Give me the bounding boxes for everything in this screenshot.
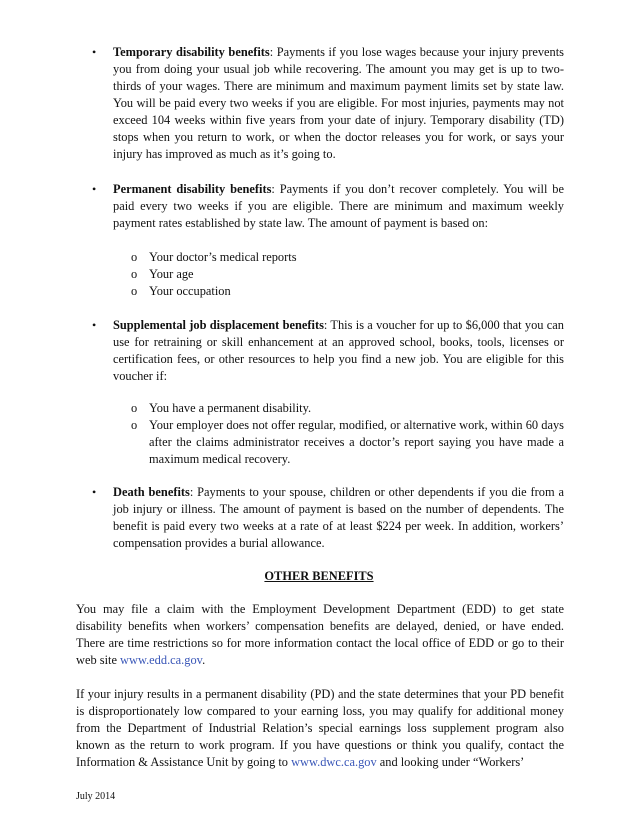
sub-list-supplemental <box>131 400 564 468</box>
sub-bullet-icon: o <box>131 267 138 281</box>
sub-item-text: Your employer does not offer regular, modified, or alternative work, within 60 days after the claims administrator receives a doctor’s report saying you have made a maximum medical recovery. <box>149 418 564 466</box>
bullet-text: : Payments if you lose wages because your injury prevents you from doing your usual job while recovering. The amount you may get is up to two-thirds of your wages. There are minimum and maximum payment limits set by state law. You will be paid every two weeks if you are eligible. For most injuries, payments may not exceed 104 weeks within five years from your date of injury. Temporary disability (TD) stops when you return to work, or when the doctor releases you for work, or says your injury has improved as much as it’s going to. <box>113 45 564 161</box>
paragraph-text-end: . <box>202 653 206 667</box>
dwc-website-link[interactable]: www.dwc.ca.gov <box>291 755 377 769</box>
bullet-term: Permanent disability benefits <box>113 182 272 196</box>
paragraph-return-to-work <box>76 686 564 771</box>
bullet-term: Temporary disability benefits <box>113 45 270 59</box>
sub-list-permanent <box>131 249 564 300</box>
bullet-text: : This is a voucher for up to $6,000 that you can use for retraining or skill enhancement at an approved school, books, tools, licenses or certification fees, or other resources to help you find a new job. You are eligible for this voucher if: <box>113 318 564 383</box>
list-item <box>131 417 564 468</box>
sub-item-text: Your age <box>149 267 194 281</box>
sub-bullet-icon: o <box>131 284 138 298</box>
sub-item-text: Your occupation <box>149 284 231 298</box>
bullet-text: : Payments if you don’t recover completely. You will be paid every two weeks if you are eligible. There are minimum and maximum weekly payment rates established by state law. The amount of payment is based on: <box>113 182 564 230</box>
paragraph-text: You may file a claim with the Employment Development Department (EDD) to get state disability benefits when workers’ compensation benefits are delayed, denied, or have ended. There are time restrictions so for more information contact the local office of EDD or go to their web site <box>76 602 564 667</box>
sub-item-text: Your doctor’s medical reports <box>149 250 297 264</box>
bullet-term: Supplemental job displacement benefits <box>113 318 324 332</box>
sub-bullet-icon: o <box>131 418 138 432</box>
footer-date: July 2014 <box>76 791 116 802</box>
bullet-permanent-disability <box>92 181 564 232</box>
paragraph-text-end: and looking under “Workers’ <box>376 755 525 769</box>
bullet-temporary-disability <box>92 44 564 163</box>
bullet-term: Death benefits <box>113 485 190 499</box>
sub-item-text: You have a permanent disability. <box>149 401 312 415</box>
list-item <box>131 249 564 266</box>
bullet-text: : Payments to your spouse, children or other dependents if you die from a job injury or illness. The amount of payment is based on the number of dependents. The benefit is paid every two weeks at a rate of at least $224 per week. In addition, workers’ compensation provides a burial allowance. <box>113 485 564 550</box>
sub-bullet-icon: o <box>131 401 138 415</box>
list-item <box>131 283 564 300</box>
list-item <box>131 400 564 417</box>
bullet-icon: • <box>92 485 97 499</box>
list-item <box>131 266 564 283</box>
sub-bullet-icon: o <box>131 250 138 264</box>
bullet-supplemental-job-displacement <box>92 317 564 385</box>
bullet-icon: • <box>92 45 97 59</box>
bullet-death-benefits <box>92 484 564 552</box>
bullet-icon: • <box>92 182 97 196</box>
paragraph-edd <box>76 601 564 669</box>
edd-website-link[interactable]: www.edd.ca.gov <box>120 653 203 667</box>
section-heading-other-benefits: OTHER BENEFITS <box>264 569 374 583</box>
paragraph-text: If your injury results in a permanent disability (PD) and the state determines that your PD benefit is disproportionately low compared to your earning loss, you may qualify for additional money from the Department of Industrial Relation’s special earnings loss supplement program also known as the return to work program. If you have questions or think you qualify, contact the Information & Assistance Unit by going to <box>76 687 564 769</box>
bullet-icon: • <box>92 318 97 332</box>
